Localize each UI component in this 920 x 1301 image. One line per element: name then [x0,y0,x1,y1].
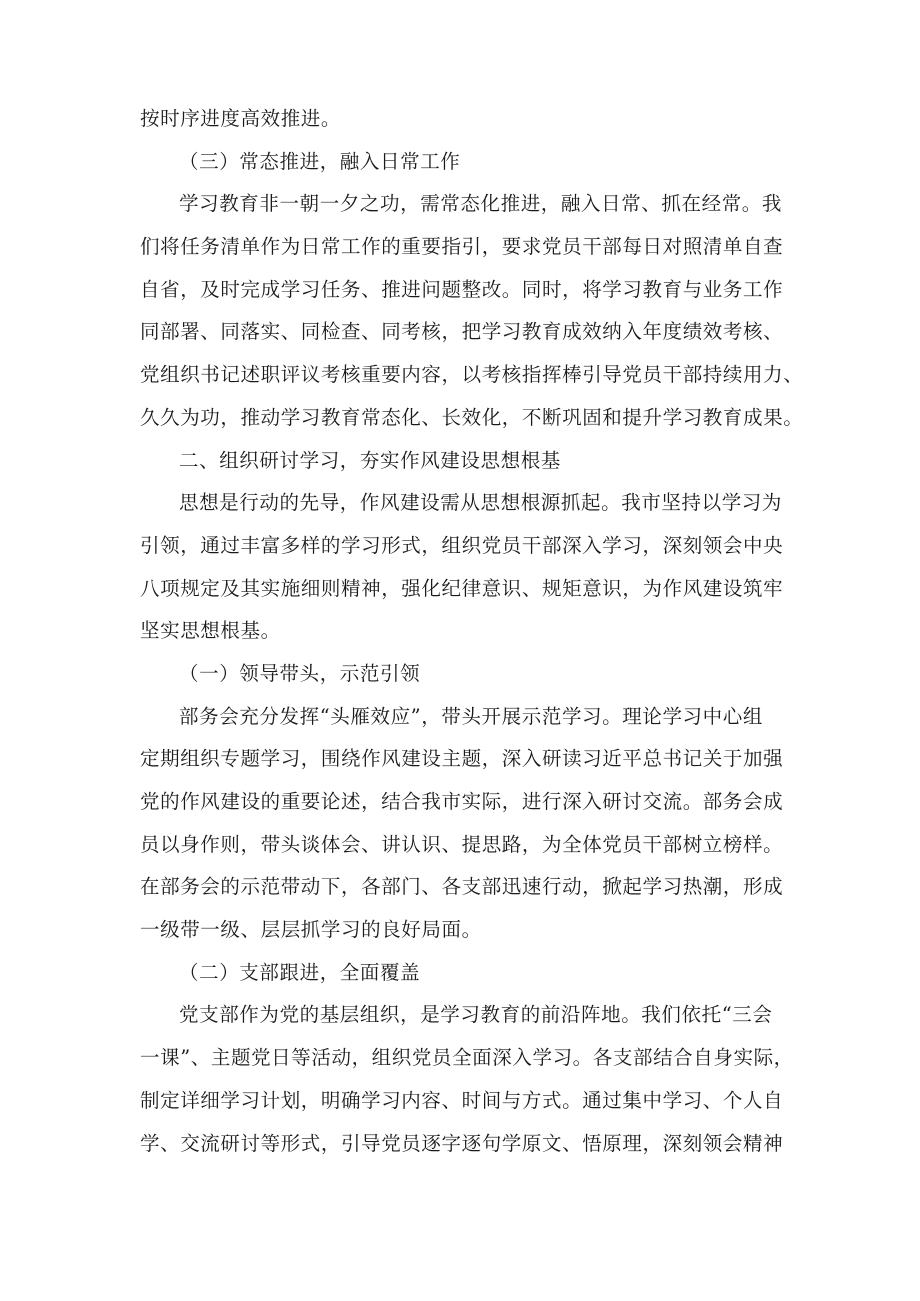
paragraph-line: 党支部作为党的基层组织，是学习教育的前沿阵地。我们依托“三会 [179,1003,773,1027]
paragraph-line: 党的作风建设的重要论述，结合我市实际，进行深入研讨交流。部务会成 [140,790,784,813]
paragraph-line: 制定详细学习计划，明确学习内容、时间与方式。通过集中学习、个人自 [140,1088,784,1112]
paragraph-line: 定期组织专题学习，围绕作风建设主题，深入研读习近平总书记关于加强 [140,747,784,771]
paragraph-line: 们将任务清单作为日常工作的重要指引，要求党员干部每日对照清单自查 [140,235,784,259]
section-heading: 二、组织研讨学习，夯实作风建设思想根基 [179,448,561,472]
paragraph-line: 八项规定及其实施细则精神，强化纪律意识、规矩意识，为作风建设筑牢 [140,576,784,600]
paragraph-line: 按时序进度高效推进。 [140,107,342,130]
paragraph-line: 久久为功，推动学习教育常态化、长效化，不断巩固和提升学习教育成果。 [140,405,804,429]
paragraph-line: 思想是行动的先导，作风建设需从思想根源抓起。我市坚持以学习为 [179,491,783,515]
paragraph-line: 自省，及时完成学习任务、推进问题整改。同时，将学习教育与业务工作 [140,277,784,301]
section-heading: （二）支部跟进，全面覆盖 [179,960,421,984]
paragraph-line: 员以身作则，带头谈体会、讲认识、提思路，为全体党员干部树立榜样。 [140,832,784,856]
section-heading: （一）领导带头，示范引领 [179,661,421,685]
paragraph-line: 部务会充分发挥“头雁效应”，带头开展示范学习。理论学习中心组 [179,704,763,728]
paragraph-line: 在部务会的示范带动下，各部门、各支部迅速行动，掀起学习热潮，形成 [140,875,784,899]
paragraph-line: 一课”、主题党日等活动，组织党员全面深入学习。各支部结合自身实际， [140,1046,794,1070]
paragraph-line: 学、交流研讨等形式，引导党员逐字逐句学原文、悟原理，深刻领会精神 [140,1131,784,1155]
paragraph-line: 同部署、同落实、同检查、同考核，把学习教育成效纳入年度绩效考核、 [140,320,784,344]
paragraph-line: 党组织书记述职评议考核重要内容，以考核指挥棒引导党员干部持续用力、 [140,363,804,387]
paragraph-line: 一级带一级、层层抓学习的良好局面。 [140,918,482,942]
document-page [140,98,804,1165]
paragraph-line: 引领，通过丰富多样的学习形式，组织党员干部深入学习，深刻领会中央 [140,533,784,557]
paragraph-line: 学习教育非一朝一夕之功，需常态化推进，融入日常、抓在经常。我 [179,192,783,216]
paragraph-line: 坚实思想根基。 [140,619,281,643]
section-heading: （三）常态推进，融入日常工作 [179,149,461,173]
